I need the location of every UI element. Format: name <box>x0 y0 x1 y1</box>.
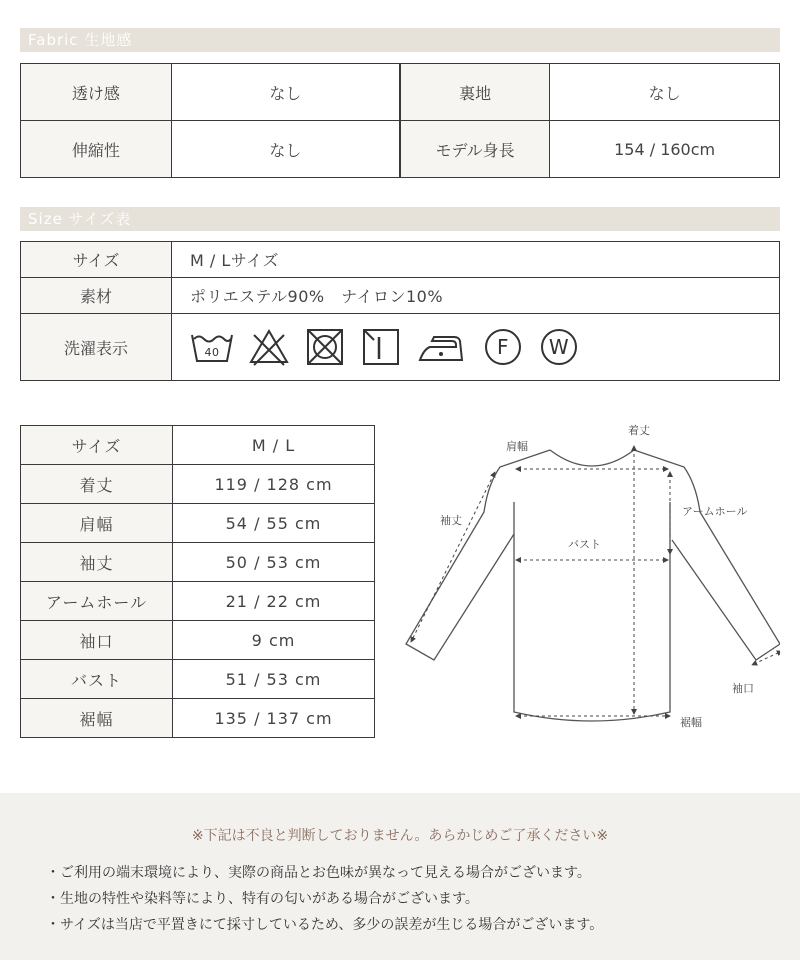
armhole-label: アームホール <box>682 505 748 518</box>
measure-label: 袖口 <box>21 621 173 660</box>
measure-header-label: サイズ <box>21 426 173 465</box>
shoulder-label: 肩幅 <box>506 440 528 453</box>
fabric-label: モデル身長 <box>400 121 550 178</box>
measure-label: 着丈 <box>21 465 173 504</box>
measure-value: 119 / 128 cm <box>173 465 375 504</box>
notes-title: ※下記は不良と判断しておりません。あらかじめご了承ください※ <box>191 828 609 844</box>
care-icons <box>190 327 779 367</box>
cuff-label: 袖口 <box>732 682 754 695</box>
table-row <box>21 121 780 178</box>
wet-clean-w-icon <box>538 327 580 367</box>
table-row <box>21 621 375 660</box>
fabric-table <box>20 63 780 178</box>
wash-temperature: 40 <box>204 346 220 359</box>
table-row <box>21 242 780 278</box>
fabric-section-title: Fabric 生地感 <box>20 28 780 52</box>
size-label: サイズ <box>21 242 172 278</box>
no-bleach-icon <box>248 327 290 367</box>
table-row <box>21 278 780 314</box>
measure-label: バスト <box>21 660 173 699</box>
dry-clean-f-icon <box>482 327 524 367</box>
sleeve-label: 袖丈 <box>440 514 462 527</box>
measure-value: 21 / 22 cm <box>173 582 375 621</box>
garment-outline <box>406 450 780 721</box>
measure-header-value: M / L <box>173 426 375 465</box>
sleeve-line <box>412 474 494 640</box>
table-row <box>21 314 780 381</box>
note-item: ・ご利用の端末環境により、実際の商品とお色味が異なって見える場合がございます。 <box>46 865 591 881</box>
iron-low-icon <box>416 327 468 367</box>
measure-value: 51 / 53 cm <box>173 660 375 699</box>
bust-label: バスト <box>568 538 601 551</box>
note-item: ・生地の特性や染料等により、特有の匂いがある場合がございます。 <box>46 891 479 907</box>
line-dry-shade-icon <box>360 327 402 367</box>
measure-label: 肩幅 <box>21 504 173 543</box>
measure-label: アームホール <box>21 582 173 621</box>
material-value: ポリエステル90% ナイロン10% <box>172 278 780 314</box>
table-row <box>21 543 375 582</box>
notes-panel <box>0 793 800 960</box>
measure-value: 135 / 137 cm <box>173 699 375 738</box>
wet-clean-letter: W <box>548 335 570 359</box>
measure-value: 50 / 53 cm <box>173 543 375 582</box>
table-row <box>21 465 375 504</box>
size-section-title: Size サイズ表 <box>20 207 780 231</box>
care-icons-cell <box>172 314 780 381</box>
dry-clean-letter: F <box>496 335 510 359</box>
table-row <box>21 64 780 121</box>
care-label: 洗濯表示 <box>21 314 172 381</box>
fabric-value: 154 / 160cm <box>550 121 780 178</box>
fabric-label: 裏地 <box>400 64 550 121</box>
material-label: 素材 <box>21 278 172 314</box>
measure-label: 袖丈 <box>21 543 173 582</box>
hem-label: 裾幅 <box>680 716 702 729</box>
measurement-table <box>20 425 375 738</box>
table-row <box>21 504 375 543</box>
fabric-value: なし <box>171 121 400 178</box>
table-row <box>21 660 375 699</box>
table-row <box>21 426 375 465</box>
fabric-value: なし <box>171 64 400 121</box>
size-value: M / Lサイズ <box>172 242 780 278</box>
fabric-value: なし <box>550 64 780 121</box>
measure-value: 9 cm <box>173 621 375 660</box>
fabric-label: 透け感 <box>21 64 172 121</box>
table-row <box>21 699 375 738</box>
length-label: 着丈 <box>628 424 650 437</box>
table-row <box>21 582 375 621</box>
size-info-table <box>20 241 780 381</box>
measure-label: 裾幅 <box>21 699 173 738</box>
measure-value: 54 / 55 cm <box>173 504 375 543</box>
note-item: ・サイズは当店で平置きにて採寸しているため、多少の誤差が生じる場合がございます。 <box>46 917 604 933</box>
garment-measurement-diagram <box>400 412 780 742</box>
wash-40-icon <box>190 327 234 367</box>
no-tumble-dry-icon <box>304 327 346 367</box>
measurement-lines <box>412 448 780 716</box>
fabric-label: 伸縮性 <box>21 121 172 178</box>
